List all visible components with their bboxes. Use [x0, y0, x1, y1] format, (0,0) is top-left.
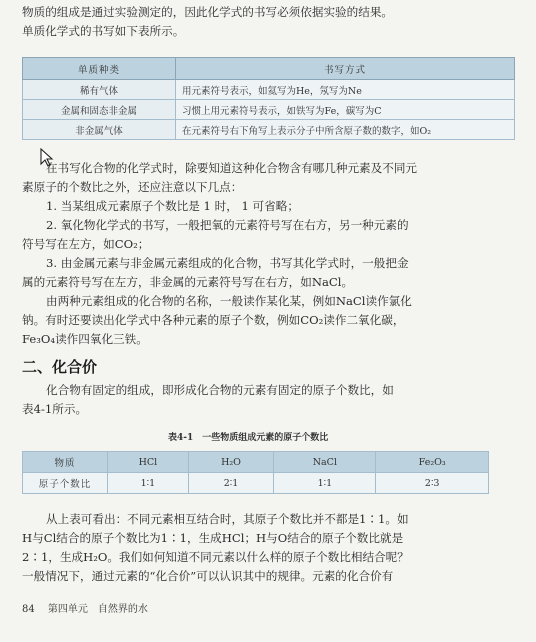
list-item-3: 3. 由金属元素与非金属元素组成的化合物，书写其化学式时，一般把金	[46, 256, 409, 270]
paragraph-line: 从上表可看出：不同元素相互结合时，其原子个数比并不都是1∶1。如	[46, 512, 409, 526]
table1-header-method: 书写方式	[176, 58, 515, 80]
table-row	[23, 452, 489, 473]
paragraph-line: 2∶1，生成H₂O。我们如何知道不同元素以什么样的原子个数比相结合呢？	[22, 550, 409, 564]
table2-cell: Fe₂O₃	[376, 452, 489, 473]
table1-cell: 稀有气体	[23, 80, 176, 100]
paragraph-line: Fe₃O₄读作四氧化三铁。	[22, 332, 148, 346]
intro-line-2: 单质化学式的书写如下表所示。	[22, 24, 185, 38]
page-number: 84	[22, 604, 35, 615]
list-item-1: 1. 当某组成元素原子个数比是 1 时， 1 可省略；	[46, 199, 299, 213]
table2-cell: 1∶1	[274, 473, 376, 494]
intro-line-1: 物质的组成是通过实验测定的，因此化学式的书写必须依据实验的结果。	[22, 5, 394, 19]
paragraph-line: 化合物有固定的组成，即形成化合物的元素有固定的原子个数比，如	[46, 383, 394, 397]
unit-title: 第四单元 自然界的水	[47, 604, 148, 615]
table1-cell: 用元素符号表示，如氦写为He，氖写为Ne	[176, 80, 515, 100]
paragraph-line: 由两种元素组成的化合物的名称，一般读作某化某，例如NaCl读作氯化	[46, 294, 412, 308]
list-item-2-cont: 符号写在左方，如CO₂；	[22, 237, 150, 251]
table-row	[23, 80, 515, 100]
paragraph-line: 表4-1所示。	[22, 402, 88, 416]
list-item-2: 2. 氧化物化学式的书写，一般把氧的元素符号写在右方，另一种元素的	[46, 218, 409, 232]
paragraph-line: 一般情况下，通过元素的“化合价”可以认识其中的规律。元素的化合价有	[22, 569, 394, 583]
table2-cell: 原子个数比	[23, 473, 108, 494]
table2-cell: 2∶3	[376, 473, 489, 494]
table2-cell: HCl	[108, 452, 189, 473]
page-footer	[22, 600, 148, 615]
table2-cell: 1∶1	[108, 473, 189, 494]
atom-ratio-table	[22, 451, 489, 494]
table1-cell: 金属和固态非金属	[23, 100, 176, 120]
elemental-formula-table	[22, 57, 515, 140]
table2-cell: H₂O	[188, 452, 274, 473]
paragraph-line: 在书写化合物的化学式时，除要知道这种化合物含有哪几种元素及不同元	[46, 161, 418, 175]
table2-cell: 2∶1	[188, 473, 274, 494]
table1-cell: 在元素符号右下角写上表示分子中所含原子数的数字，如O₂	[176, 120, 515, 140]
paragraph-line: 素原子的个数比之外，还应注意以下几点：	[22, 180, 243, 194]
table-row	[23, 473, 489, 494]
table-row	[23, 120, 515, 140]
table2-cell: NaCl	[274, 452, 376, 473]
table-caption: 表4-1 一些物质组成元素的原子个数比	[168, 433, 329, 443]
table2-cell: 物质	[23, 452, 108, 473]
section-heading: 二、化合价	[22, 358, 98, 376]
table1-cell: 习惯上用元素符号表示，如铁写为Fe，碳写为C	[176, 100, 515, 120]
table1-cell: 非金属气体	[23, 120, 176, 140]
paragraph-line: H与Cl结合的原子个数比为1∶1，生成HCl；H与O结合的原子个数比就是	[22, 531, 404, 545]
paragraph-line: 钠。有时还要读出化学式中各种元素的原子个数，例如CO₂读作二氧化碳，	[22, 313, 405, 327]
list-item-3-cont: 属的元素符号写在左方，非金属的元素符号写在右方，如NaCl。	[22, 275, 354, 289]
table-row	[23, 100, 515, 120]
table1-header-type: 单质种类	[23, 58, 176, 80]
